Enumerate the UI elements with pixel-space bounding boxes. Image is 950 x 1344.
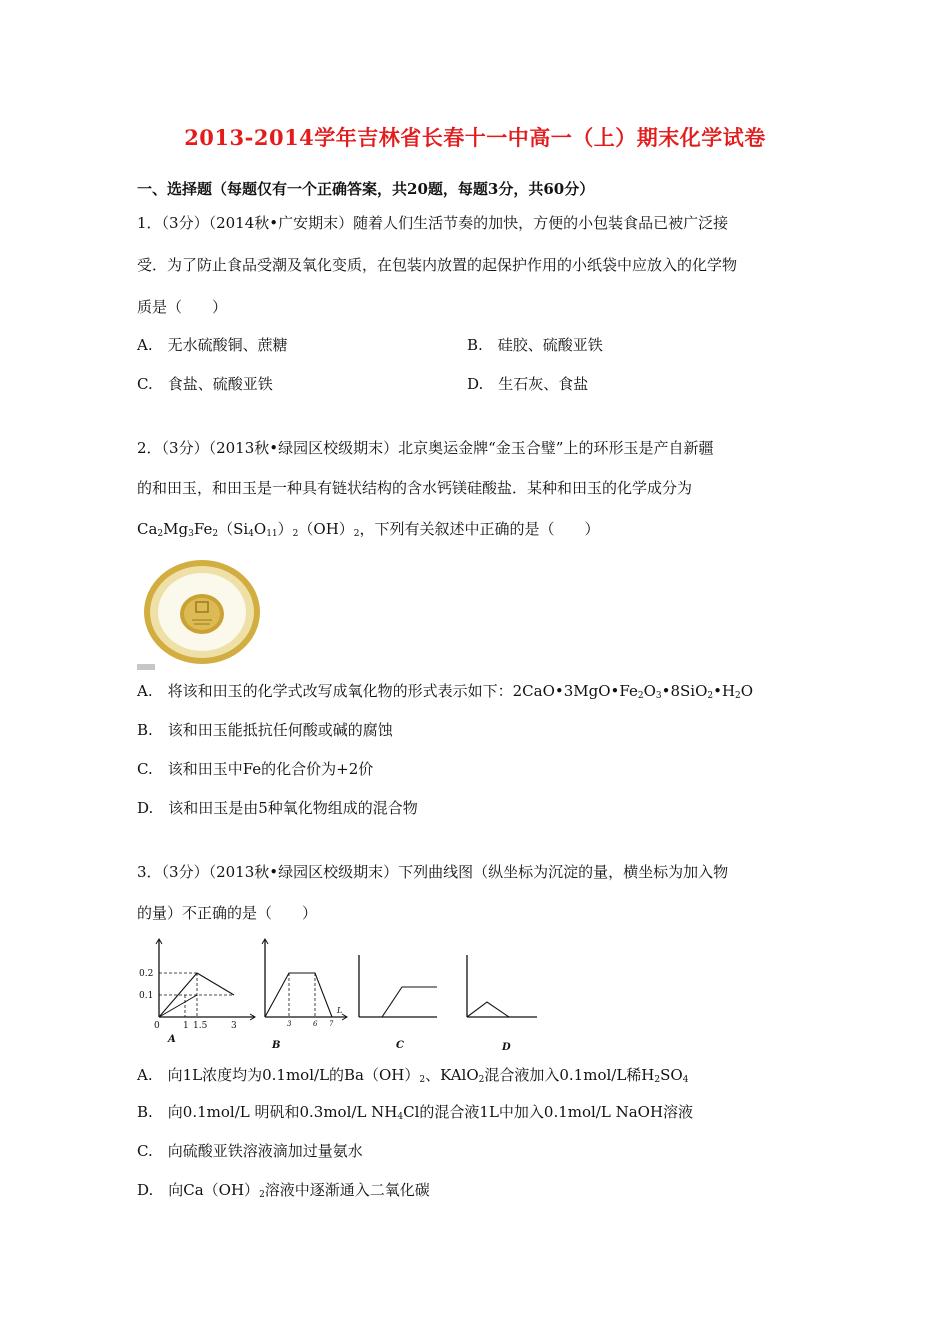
graph-c bbox=[359, 955, 437, 1017]
q3-option-a: A. 向1L浓度均为0.1mol/L的$Ba(OH)_2$、KAlO$_2$混合液加入0.1mol/L稀$H_2SO_4$ bbox=[137, 1066, 689, 1085]
q2-option-a: A. 将该和田玉的化学式改写成氧化物的形式表示如下：$2CaO•3MgO•Fe_2O_3•8SiO_2•H_2O$ bbox=[137, 682, 754, 701]
q1-option-b: B. 硅胶、硫酸亚铁 bbox=[467, 336, 603, 354]
graph-b bbox=[262, 939, 347, 1028]
precipitate-curves-figure bbox=[137, 935, 557, 1030]
graph-c-label: C bbox=[396, 1040, 404, 1051]
q1-option-a: A. 无水硫酸铜、蔗糖 bbox=[137, 336, 288, 354]
graph-b-x-7: 7 bbox=[329, 1020, 334, 1028]
q2-option-b: B. 该和田玉能抵抗任何酸或碱的腐蚀 bbox=[137, 721, 393, 739]
graph-a-x-1: 1 bbox=[183, 1021, 189, 1030]
q2-stem-line2: 的和田玉，和田玉是一种具有链状结构的含水钙镁硅酸盐．某种和田玉的化学成分为 bbox=[137, 479, 693, 497]
q2-stem-line3: $Ca_2Mg_3Fe_2(Si_4O_{11})_2(OH)_2$，下列有关叙述中正确的是（ ） bbox=[137, 520, 600, 539]
gold-jade-medal-image bbox=[137, 560, 267, 670]
q2-stem-line1: 2．（3分）（2013秋•绿园区校级期末）北京奥运金牌“金玉合璧”上的环形玉是产自新疆 bbox=[137, 439, 714, 457]
q1-stem-line1: 1．（3分）（2014秋•广安期末）随着人们生活节奏的加快，方便的小包装食品已被广泛接 bbox=[137, 214, 729, 232]
q3-stem-line2: 的量）不正确的是（ ） bbox=[137, 904, 318, 922]
q1-stem-line2: 受．为了防止食品受潮及氧化变质，在包装内放置的起保护作用的小纸袋中应放入的化学物 bbox=[137, 256, 738, 274]
section-heading: 一、选择题（每题仅有一个正确答案，共20题，每题3分，共60分） bbox=[137, 180, 595, 198]
graph-a bbox=[139, 939, 255, 1030]
q1-option-d: D. 生石灰、食盐 bbox=[467, 375, 589, 393]
page-title: 2013-2014学年吉林省长春十一中高一（上）期末化学试卷 bbox=[184, 125, 766, 150]
graph-a-x-3: 3 bbox=[231, 1021, 237, 1030]
graph-d bbox=[467, 955, 537, 1017]
graph-b-label: B bbox=[272, 1040, 281, 1051]
graph-a-y-01: 0.1 bbox=[139, 991, 154, 1001]
graph-b-x-3: 3 bbox=[287, 1020, 292, 1028]
graph-a-x-15: 1.5 bbox=[193, 1021, 208, 1030]
q2-option-c: C. 该和田玉中Fe的化合价为+2价 bbox=[137, 760, 374, 778]
graph-d-label: D bbox=[502, 1042, 511, 1053]
q3-option-b: B. 向0.1mol/L 明矾和0.3mol/L $NH_4Cl$的混合液1L中加入0.1mol/L NaOH溶液 bbox=[137, 1103, 694, 1122]
q2-option-d: D. 该和田玉是由5种氧化物组成的混合物 bbox=[137, 799, 418, 817]
q1-option-c: C. 食盐、硫酸亚铁 bbox=[137, 375, 273, 393]
graph-a-y-02: 0.2 bbox=[139, 969, 154, 979]
q3-stem-line1: 3．（3分）（2013秋•绿园区校级期末）下列曲线图（纵坐标为沉淀的量，横坐标为加入物 bbox=[137, 863, 729, 881]
graph-a-label: A bbox=[168, 1034, 176, 1045]
graph-b-x-unit: L bbox=[337, 1006, 343, 1015]
graph-b-x-6: 6 bbox=[313, 1020, 318, 1028]
q1-stem-line3: 质是（ ） bbox=[137, 298, 228, 316]
q3-option-c: C. 向硫酸亚铁溶液滴加过量氨水 bbox=[137, 1142, 363, 1160]
graph-a-origin: 0 bbox=[154, 1021, 160, 1030]
q3-option-d: D. 向$Ca(OH)_2$溶液中逐渐通入二氧化碳 bbox=[137, 1181, 430, 1200]
